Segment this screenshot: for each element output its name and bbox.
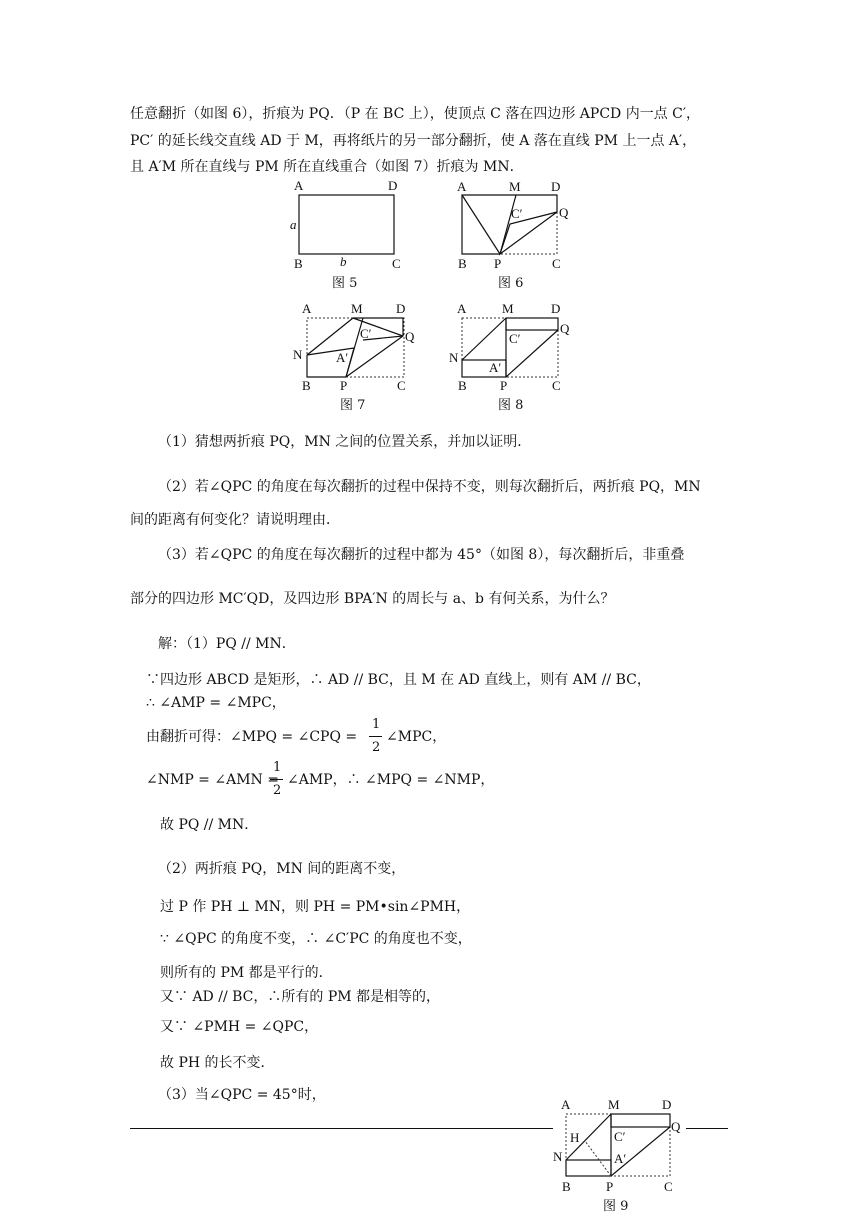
fig9-label-C1: C′ <box>614 1129 626 1144</box>
fig7-label-M: M <box>351 301 363 316</box>
figure-5 <box>290 178 401 291</box>
solution-8: 过 P 作 PH ⊥ MN，则 PH = PM•sin∠PMH， <box>160 899 471 915</box>
fig9-label-M: M <box>608 1097 620 1112</box>
fig8-label-B: B <box>458 378 467 393</box>
figure-7 <box>293 301 415 413</box>
fig9-label-N: N <box>553 1149 563 1164</box>
fig8-label-C: C <box>552 378 561 393</box>
fraction-numerator: 1 <box>372 717 381 732</box>
fig9-caption: 图 9 <box>603 1199 629 1214</box>
fig8-label-M: M <box>502 301 514 316</box>
fig9-label-B: B <box>562 1179 571 1194</box>
fig6-label-B: B <box>458 256 467 271</box>
fig7-label-N: N <box>293 347 303 362</box>
fig7-label-A1: A′ <box>336 350 349 365</box>
fig6-label-P: P <box>494 256 502 271</box>
question-2-line-2: 间的距离有何变化？请说明理由． <box>130 512 340 528</box>
question-3-line-2: 部分的四边形 MC′QD，及四边形 BPA′N 的周长与 a、b 有何关系，为什么？ <box>130 591 615 607</box>
fig8-label-Q: Q <box>560 321 570 336</box>
fig8-caption: 图 8 <box>498 398 524 413</box>
fig8-label-D: D <box>551 301 561 316</box>
question-1: （1）猜想两折痕 PQ，MN 之间的位置关系，并加以证明． <box>158 434 532 450</box>
solution-5-end: ∠AMP，∴ ∠MPQ = ∠NMP， <box>287 772 495 788</box>
fig5-label-D: D <box>388 178 398 193</box>
fig8-label-P: P <box>500 378 508 393</box>
fig6-label-A: A <box>457 179 467 194</box>
problem-line-1: 任意翻折（如图 6），折痕为 PQ．（P 在 BC 上），使顶点 C 落在四边形 APCD 内一点 C′， <box>130 106 701 122</box>
fig8-label-C1: C′ <box>509 331 521 346</box>
fig7-label-C1: C′ <box>360 326 372 341</box>
figure-8 <box>449 301 570 413</box>
fig6-label-C1: C′ <box>511 206 523 221</box>
fig5-label-b: b <box>340 254 347 269</box>
solution-6: 故 PQ // MN． <box>160 817 259 833</box>
fig6-line-PM <box>500 195 516 254</box>
fig7-label-A: A <box>302 301 312 316</box>
question-3-line-1: （3）若∠QPC 的角度在每次翻折的过程中都为 45°（如图 8），每次翻折后，非重叠 <box>158 547 685 563</box>
fig9-label-Q: Q <box>671 1119 681 1134</box>
fig8-label-A: A <box>457 301 467 316</box>
fig8-label-N: N <box>449 350 459 365</box>
fig6-line-AP <box>462 195 500 254</box>
solution-12: 又∵ ∠PMH = ∠QPC， <box>160 1019 319 1035</box>
fig7-caption: 图 7 <box>340 398 366 413</box>
fig9-label-A: A <box>561 1097 571 1112</box>
fig5-rectangle <box>299 195 394 254</box>
figure-9 <box>553 1097 681 1214</box>
fig7-label-P: P <box>340 378 348 393</box>
fig9-label-D: D <box>662 1097 672 1112</box>
question-2-line-1: （2）若∠QPC 的角度在每次翻折的过程中保持不变，则每次翻折后，两折痕 PQ，MN <box>158 479 701 495</box>
solution-4-end: ∠MPC， <box>386 729 447 745</box>
fig6-label-D: D <box>551 179 561 194</box>
fig7-label-Q: Q <box>405 329 415 344</box>
fig6-caption: 图 6 <box>498 276 524 291</box>
fig9-label-H: H <box>570 1130 580 1145</box>
fig9-original-rect <box>566 1114 670 1176</box>
fig9-perpendicular-PH <box>585 1141 611 1176</box>
fig5-label-A: A <box>294 178 304 193</box>
solution-2: ∵四边形 ABCD 是矩形，∴ AD // BC，且 M 在 AD 直线上，则有 AM // BC， <box>146 672 651 688</box>
fig9-label-C: C <box>664 1179 673 1194</box>
solution-4-start: 由翻折可得：∠MPQ = ∠CPQ = <box>146 729 358 745</box>
fig8-label-A1: A′ <box>489 360 502 375</box>
solution-7: （2）两折痕 PQ，MN 间的距离不变， <box>158 861 406 877</box>
solution-14: （3）当∠QPC = 45°时， <box>158 1087 326 1103</box>
fig7-label-D: D <box>396 301 406 316</box>
fig7-label-B: B <box>302 378 311 393</box>
fig7-crease-PQ <box>346 336 403 377</box>
fig8-crease-MN <box>462 318 506 360</box>
fig7-label-C: C <box>397 378 406 393</box>
fig9-label-P: P <box>606 1179 614 1194</box>
fig6-label-C: C <box>552 256 561 271</box>
fig6-folded-triangle <box>500 212 557 254</box>
fig5-label-C: C <box>392 256 401 271</box>
solution-1: 解：（1）PQ // MN． <box>158 636 296 652</box>
fraction-denominator: 2 <box>273 783 282 798</box>
fig5-label-a: a <box>290 217 297 232</box>
fig8-top-strip <box>506 318 558 330</box>
fig9-label-A1: A′ <box>614 1151 627 1166</box>
fig5-caption: 图 5 <box>332 276 358 291</box>
problem-line-2: PC′ 的延长线交直线 AD 于 M，再将纸片的另一部分翻折，使 A 落在直线 PM 上一点 A′， <box>130 133 697 149</box>
fraction-denominator: 2 <box>372 740 381 755</box>
fig5-label-B: B <box>294 256 303 271</box>
solution-13: 故 PH 的长不变． <box>160 1055 275 1071</box>
solution-3: ∴ ∠AMP = ∠MPC， <box>146 695 286 711</box>
solution-5-start: ∠NMP = ∠AMN = <box>146 772 279 788</box>
fig9-bottom-strip <box>566 1160 611 1176</box>
figure-6 <box>457 179 569 291</box>
fraction-numerator: 1 <box>273 760 282 775</box>
fig6-label-Q: Q <box>559 205 569 220</box>
fig7-original-rect <box>307 318 404 377</box>
fig9-top-strip <box>611 1114 670 1127</box>
fig6-label-M: M <box>509 179 521 194</box>
problem-line-3: 且 A′M 所在直线与 PM 所在直线重合（如图 7）折痕为 MN． <box>130 159 524 175</box>
solution-9: ∵ ∠QPC 的角度不变，∴ ∠C′PC 的角度也不变， <box>160 931 472 947</box>
solution-10: 则所有的 PM 都是平行的． <box>160 965 333 981</box>
fig8-original-rect <box>462 318 558 377</box>
solution-11: 又∵ AD // BC，∴所有的 PM 都是相等的， <box>160 989 441 1005</box>
